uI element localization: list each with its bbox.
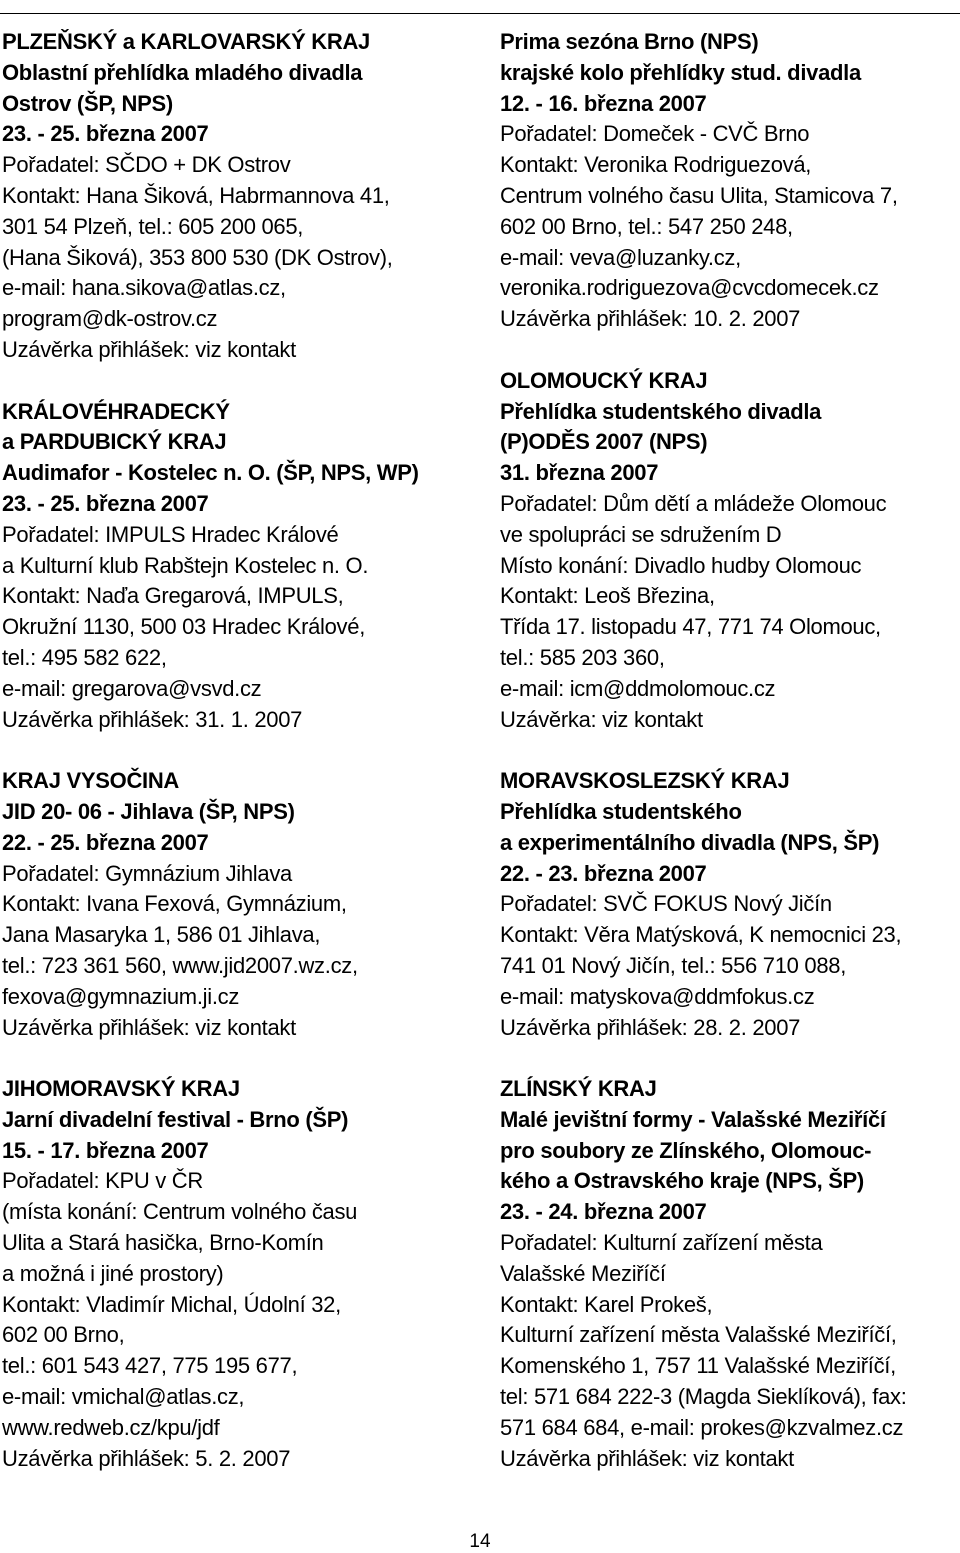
section-spacer — [2, 366, 472, 397]
section-detail-line: e-mail: veva@luzanky.cz, — [500, 244, 741, 270]
region-section — [2, 1074, 472, 1474]
section-detail-line: Pořadatel: Domeček - CVČ Brno — [500, 121, 810, 147]
section-detail-line: Pořadatel: KPU v ČR — [2, 1168, 203, 1194]
section-detail-line: Místo konání: Divadlo hudby Olomouc — [500, 552, 862, 578]
section-title-line: krajské kolo přehlídky stud. divadla — [500, 59, 861, 85]
section-detail-line: Pořadatel: IMPULS Hradec Králové — [2, 521, 339, 547]
section-detail-line: tel.: 723 361 560, www.jid2007.wz.cz, — [2, 952, 358, 978]
section-detail-line: 602 00 Brno, tel.: 547 250 248, — [500, 213, 793, 239]
section-detail-line: Uzávěrka přihlášek: viz kontakt — [2, 336, 296, 362]
section-title-line: pro soubory ze Zlínského, Olomouc- — [500, 1137, 872, 1163]
section-detail-line: Kontakt: Veronika Rodriguezová, — [500, 152, 812, 178]
section-title-line: kého a Ostravského kraje (NPS, ŠP) — [500, 1168, 864, 1194]
section-detail-line: Kontakt: Leoš Březina, — [500, 583, 715, 609]
section-detail-line: Třída 17. listopadu 47, 771 74 Olomouc, — [500, 614, 881, 640]
section-detail-line: 602 00 Brno, — [2, 1322, 125, 1348]
section-detail-line: Komenského 1, 757 11 Valašské Meziříčí, — [500, 1353, 896, 1379]
section-heading: Prima sezóna Brno (NPS) — [500, 29, 759, 54]
section-detail-line: Centrum volného času Ulita, Stamicova 7, — [500, 182, 898, 208]
section-detail-line: a možná i jiné prostory) — [2, 1260, 224, 1286]
section-title-line: Přehlídka studentského — [500, 798, 742, 824]
section-spacer — [500, 735, 958, 766]
section-detail-line: Uzávěrka přihlášek: 28. 2. 2007 — [500, 1014, 801, 1040]
section-heading: JIHOMORAVSKÝ KRAJ — [2, 1076, 240, 1102]
section-detail-line: e-mail: gregarova@vsvd.cz — [2, 675, 262, 701]
section-heading: KRAJ VYSOČINA — [2, 768, 180, 794]
section-spacer — [500, 335, 958, 366]
section-detail-line: Uzávěrka přihlášek: 5. 2. 2007 — [2, 1445, 291, 1471]
section-title-line: 23. - 25. března 2007 — [2, 490, 209, 516]
section-title-line: 31. března 2007 — [500, 460, 659, 486]
section-detail-line: Pořadatel: SČDO + DK Ostrov — [2, 152, 291, 178]
section-detail-line: Uzávěrka přihlášek: 10. 2. 2007 — [500, 306, 801, 332]
section-detail-line: tel.: 585 203 360, — [500, 644, 665, 670]
section-detail-line: Okružní 1130, 500 03 Hradec Králové, — [2, 614, 366, 640]
section-detail-line: Pořadatel: Gymnázium Jihlava — [2, 860, 292, 886]
section-spacer — [2, 735, 472, 766]
section-detail-line: www.redweb.cz/kpu/jdf — [2, 1414, 220, 1440]
section-detail-line: e-mail: icm@ddmolomouc.cz — [500, 675, 776, 701]
section-title-line: JID 20- 06 - Jihlava (ŠP, NPS) — [2, 798, 295, 824]
section-title-line: (P)ODĚS 2007 (NPS) — [500, 429, 708, 455]
section-detail-line: (Hana Šiková), 353 800 530 (DK Ostrov), — [2, 244, 393, 270]
page-number: 14 — [469, 1531, 491, 1552]
section-detail-line: Kontakt: Vladimír Michal, Údolní 32, — [2, 1291, 341, 1317]
section-detail-line: Kontakt: Ivana Fexová, Gymnázium, — [2, 891, 347, 917]
section-title-line: Jarní divadelní festival - Brno (ŠP) — [2, 1106, 349, 1132]
section-detail-line: Kontakt: Naďa Gregarová, IMPULS, — [2, 583, 344, 609]
section-detail-line: ve spolupráci se sdružením D — [500, 521, 782, 547]
section-spacer — [500, 1043, 958, 1074]
section-detail-line: Kontakt: Věra Matýsková, K nemocnici 23, — [500, 922, 902, 948]
section-detail-line: e-mail: matyskova@ddmfokus.cz — [500, 983, 815, 1009]
section-detail-line: program@dk-ostrov.cz — [2, 306, 218, 332]
section-detail-line: a Kulturní klub Rabštejn Kostelec n. O. — [2, 552, 369, 578]
section-detail-line: 741 01 Nový Jičín, tel.: 556 710 088, — [500, 952, 847, 978]
region-section — [500, 766, 958, 1043]
section-heading: PLZEŇSKÝ a KARLOVARSKÝ KRAJ — [2, 29, 370, 54]
section-detail-line: Pořadatel: Kulturní zařízení města — [500, 1230, 823, 1256]
section-detail-line: Valašské Meziříčí — [500, 1260, 666, 1286]
region-section — [500, 27, 958, 335]
section-title-line: 23. - 24. března 2007 — [500, 1199, 707, 1225]
section-detail-line: tel.: 495 582 622, — [2, 644, 167, 670]
section-detail-line: Uzávěrka přihlášek: viz kontakt — [2, 1014, 296, 1040]
region-section — [2, 397, 472, 736]
section-detail-line: Jana Masaryka 1, 586 01 Jihlava, — [2, 922, 321, 948]
region-section — [2, 766, 472, 1043]
section-title-line: Audimafor - Kostelec n. O. (ŠP, NPS, WP) — [2, 460, 419, 486]
section-detail-line: Kontakt: Karel Prokeš, — [500, 1291, 713, 1317]
section-title-line: 23. - 25. března 2007 — [2, 121, 209, 147]
region-section — [500, 1074, 958, 1474]
section-heading: MORAVSKOSLEZSKÝ KRAJ — [500, 768, 790, 794]
section-title-line: 22. - 25. března 2007 — [2, 829, 209, 855]
region-section — [500, 366, 958, 736]
section-detail-line: Ulita a Stará hasička, Brno-Komín — [2, 1230, 324, 1256]
section-detail-line: Pořadatel: Dům dětí a mládeže Olomouc — [500, 490, 887, 516]
section-detail-line: Kontakt: Hana Šiková, Habrmannova 41, — [2, 182, 390, 208]
section-detail-line: 571 684 684, e-mail: prokes@kzvalmez.cz — [500, 1414, 904, 1440]
section-heading: OLOMOUCKÝ KRAJ — [500, 367, 708, 393]
section-detail-line: fexova@gymnazium.ji.cz — [2, 983, 240, 1009]
section-detail-line: e-mail: vmichal@atlas.cz, — [2, 1384, 245, 1410]
section-title-line: Přehlídka studentského divadla — [500, 398, 822, 424]
section-detail-line: veronika.rodriguezova@cvcdomecek.cz — [500, 275, 879, 301]
section-detail-line: Uzávěrka přihlášek: viz kontakt — [500, 1445, 794, 1471]
section-heading: KRÁLOVÉHRADECKÝ — [2, 398, 230, 424]
section-detail-line: 301 54 Plzeň, tel.: 605 200 065, — [2, 213, 304, 239]
left-column — [2, 27, 472, 1474]
section-detail-line: Pořadatel: SVČ FOKUS Nový Jičín — [500, 891, 832, 917]
section-detail-line: (místa konání: Centrum volného času — [2, 1199, 358, 1225]
section-detail-line: Kulturní zařízení města Valašské Meziříčí, — [500, 1322, 897, 1348]
section-detail-line: tel: 571 684 222-3 (Magda Sieklíková), fax: — [500, 1384, 907, 1410]
section-heading: ZLÍNSKÝ KRAJ — [500, 1076, 657, 1102]
section-title-line: 22. - 23. března 2007 — [500, 860, 707, 886]
section-spacer — [2, 1043, 472, 1074]
section-title-line: Malé jevištní formy - Valašské Meziříčí — [500, 1106, 886, 1132]
section-detail-line: e-mail: hana.sikova@atlas.cz, — [2, 275, 286, 301]
top-rule — [0, 13, 960, 14]
section-title-line: Ostrov (ŠP, NPS) — [2, 90, 173, 116]
section-detail-line: tel.: 601 543 427, 775 195 677, — [2, 1353, 298, 1379]
right-column — [500, 27, 958, 1474]
section-title-line: 15. - 17. března 2007 — [2, 1137, 209, 1163]
section-detail-line: Uzávěrka: viz kontakt — [500, 706, 703, 732]
section-title-line: a experimentálního divadla (NPS, ŠP) — [500, 829, 880, 855]
section-title-line: Oblastní přehlídka mladého divadla — [2, 59, 363, 85]
section-title-line: 12. - 16. března 2007 — [500, 90, 707, 116]
section-detail-line: Uzávěrka přihlášek: 31. 1. 2007 — [2, 706, 303, 732]
region-section — [2, 27, 472, 366]
section-title-line: a PARDUBICKÝ KRAJ — [2, 429, 227, 455]
